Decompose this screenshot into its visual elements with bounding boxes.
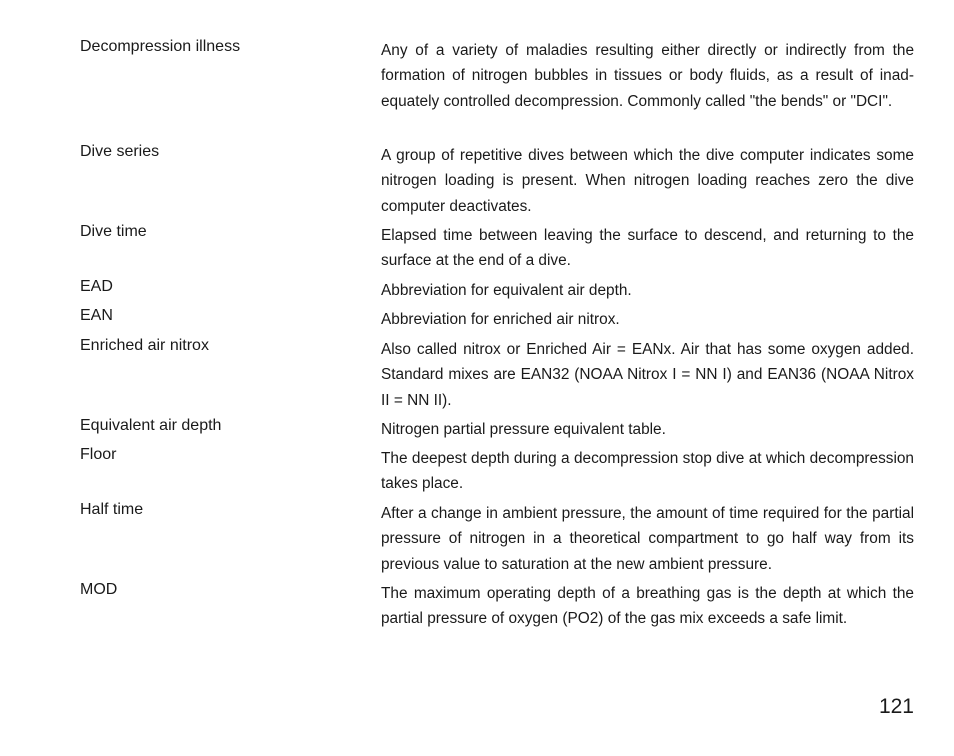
glossary-term: Half time (80, 501, 144, 518)
glossary-definition: After a change in ambient pressure, the amount of time required for the partial pressure of nitrogen in a theoretical compartment to go half way from its previous value to saturation at the new ambient pressure. (381, 505, 914, 573)
glossary-term: Decompression illness (80, 38, 241, 55)
glossary-definition: The maximum operating depth of a breathing gas is the depth at which the partial pressure of oxygen (PO2) of the gas mix exceeds a safe limit. (381, 585, 914, 628)
glossary-definition: Nitrogen partial pressure equivalent table. (381, 421, 666, 438)
glossary-definition: The deepest depth during a decompression stop dive at which decompression takes place. (381, 450, 914, 493)
glossary-term: Enriched air nitrox (80, 337, 209, 354)
glossary-term: Floor (80, 446, 117, 463)
glossary-term: MOD (80, 581, 118, 598)
glossary-definition: Any of a variety of maladies resulting either directly or indirectly from the formation of nitrogen bubbles in tissues or body fluids, as a result of inadequately controlled decompression. Commonly called "the bends" or "DCI". (381, 42, 914, 110)
glossary-term: Dive series (80, 143, 160, 160)
glossary-definition: Elapsed time between leaving the surface to descend, and returning to the surface at the end of a dive. (381, 227, 914, 270)
glossary-definition: Abbreviation for equivalent air depth. (381, 282, 632, 299)
glossary-term: Equivalent air depth (80, 417, 222, 434)
glossary-definition: A group of repetitive dives between which the dive computer indicates some nitrogen loading is present. When nitrogen loading reaches zero the dive computer deactivates. (381, 147, 914, 215)
glossary-term: EAN (80, 307, 113, 324)
page-number: 121 (878, 695, 914, 718)
glossary-definition: Abbreviation for enriched air nitrox. (381, 311, 620, 328)
glossary-term: EAD (80, 278, 113, 295)
glossary-definition: Also called nitrox or Enriched Air = EANx. Air that has some oxygen added. Standard mixes are EAN32 (NOAA Nitrox I = NN I) and EAN36 (NOAA Nitrox II = NN II). (381, 341, 914, 409)
glossary-term: Dive time (80, 223, 147, 240)
